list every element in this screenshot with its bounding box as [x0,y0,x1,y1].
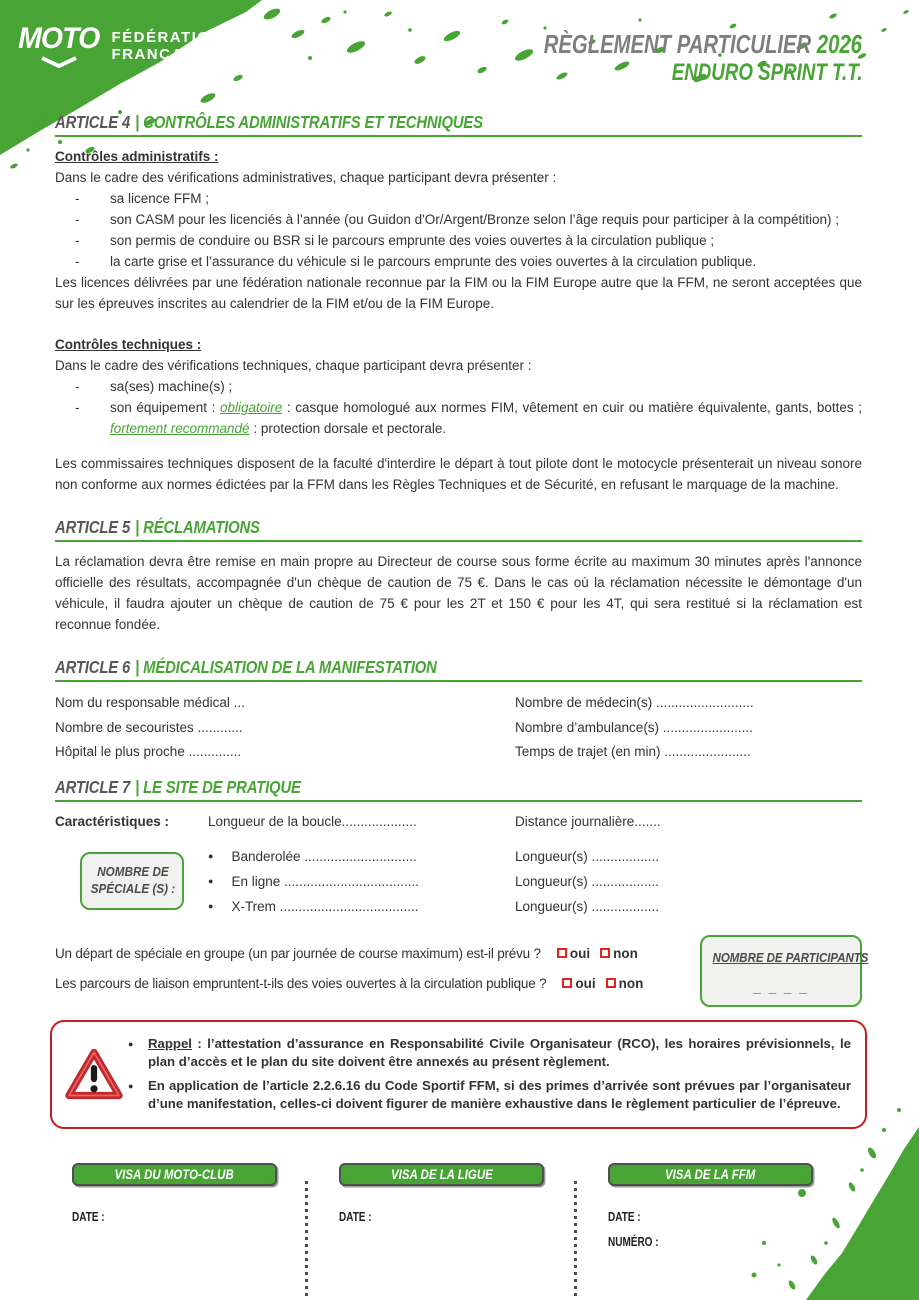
moto-logo-mark [16,22,101,69]
medical-fields [55,691,862,765]
field-medecins: Nombre de médecin(s) .......................... [515,695,754,710]
visa-motoclub-header: VISA DU MOTO-CLUB [72,1163,277,1186]
non-checkbox[interactable] [600,948,610,958]
field-banderolee: ● Banderolée .............................. [208,844,515,869]
visa-ligue-column [308,1163,574,1300]
obligatoire-emphasis: obligatoire [219,400,283,415]
nombre-speciales-box: NOMBRE DE SPÉCIALE (S) : [80,852,184,910]
warning-triangle-icon [65,1048,123,1100]
admin-controls-subheading: Contrôles administratifs : [55,149,219,164]
field-longueur-1: Longueur(s) .................. [515,848,660,864]
field-ambulances: Nombre d’ambulance(s) ........................ [515,719,753,735]
document-content [55,112,869,1300]
field-secouristes: Nombre de secouristes ............ [55,719,243,735]
questions-zone [55,943,869,995]
admin-controls-outro: Les licences délivrées par une fédération nationale reconnue par la FIM ou la FIM Europe autre que la FFM, ne seront acceptées que sur les épreuves inscrites au calendrier de la FIM et/ou de la FIM Europe. [55,275,862,311]
ffm-logo [16,22,223,69]
oui-checkbox[interactable] [562,978,572,988]
tech-controls-subheading: Contrôles techniques : [55,337,202,352]
article4-heading: ARTICLE 4 | CONTRÔLES ADMINISTRATIFS ET TECHNIQUES [55,112,862,137]
field-en-ligne: ● En ligne .................................... [208,869,515,894]
list-item: - son équipement : obligatoire : casque homologué aux normes FIM, vêtement en cuir ou matière équivalente, gants, bottes ; fortement recommandé : protection dorsale et pectorale. [75,397,862,439]
question-depart-groupe: Un départ de spéciale en groupe (un par journée de course maximum) est-il prévu ? oui non [55,945,638,961]
list-item: - son permis de conduire ou BSR si le parcours emprunte des voies ouvertes à la circulation publique ; [75,230,862,251]
footer-splatter-graphic [744,1075,919,1300]
speciales-row [55,844,862,919]
admin-controls-intro: Dans le cadre des vérifications administratives, chaque participant devra présenter : [55,170,557,185]
visa-section [55,1163,862,1300]
tech-controls-intro: Dans le cadre des vérifications techniques, chaque participant devra présenter : [55,358,532,373]
field-longueur-3: Longueur(s) .................. [515,898,660,914]
field-temps-trajet: Temps de trajet (en min) ....................... [515,744,751,759]
article7-heading: ARTICLE 7 | LE SITE DE PRATIQUE [55,777,862,802]
field-hopital: Hôpital le plus proche .............. [55,744,242,759]
visa-ffm-header: VISA DE LA FFM [608,1163,813,1186]
oui-checkbox[interactable] [557,948,567,958]
document-subtitle: ENDURO SPRINT T.T. [671,59,862,87]
tech-controls-outro: Les commissaires techniques disposent de la faculté d'interdire le départ à tout pilote dont le motocycle présenterait un niveau sonore non conforme aux normes édictées par la FFM dans les Règles Techniques et de Sécurité, en refusant le marquage de la machine. [55,456,862,492]
field-distance-journaliere: Distance journalière....... [515,813,661,829]
numero-label: NUMÉRO : [608,1234,659,1249]
site-characteristics-row [55,811,862,832]
article5-heading: ARTICLE 5 | RÉCLAMATIONS [55,517,862,542]
caracteristiques-label: Caractéristiques : [55,813,170,829]
date-label: DATE : [608,1209,641,1224]
field-responsable-medical: Nom du responsable médical ... [55,695,245,710]
logo-brand-text: MOTO [18,22,100,55]
document-title: RÈGLEMENT PARTICULIER 2026 [543,29,862,59]
article6-heading: ARTICLE 6 | MÉDICALISATION DE LA MANIFESTATION [55,657,862,682]
date-label: DATE : [339,1209,372,1224]
list-item: - la carte grise et l’assurance du véhicule si le parcours emprunte des voies ouvertes à la circulation publique. [75,251,862,272]
chevron-down-icon [39,56,79,69]
article5-body: La réclamation devra être remise en main propre au Directeur de course sous forme écrite au maximum 30 minutes après l'annonce officielle des résultats, accompagnée d'un chèque de caution de 75 €. Dans le cas où la réclamation nécessite le démontage d'un véhicule, il faudra ajouter un chèque de caution de 75 € pour les 2T et 150 € pour les 4T, qui sera restitué si la réclamation est reconnue fondée. [55,554,862,632]
list-item: - sa(ses) machine(s) ; [75,376,862,397]
list-item: - sa licence FFM ; [75,188,862,209]
field-xtrem: ● X-Trem ..................................... [208,894,515,919]
warning-item-rappel: ● Rappel : l’attestation d’assurance en Responsabilité Civile Organisateur (RCO), les horaires prévisionnels, le plan d’accès et le plan du site doivent être annexés au présent règlement. [126,1035,851,1072]
warning-item-primes: ● En application de l’article 2.2.6.16 du Code Sportif FFM, si des primes d’arrivée sont prévues par l’organisateur d’une manifestation, celles-ci doivent figurer de manière exhaustive dans le règlement particulier de l’épreuve. [126,1077,851,1114]
question-voies-publiques: Les parcours de liaison empruntent-t-ils des voies ouvertes à la circulation publique ? oui non [55,975,644,991]
non-checkbox[interactable] [606,978,616,988]
visa-ligue-header: VISA DE LA LIGUE [339,1163,544,1186]
field-longueur-boucle: Longueur de la boucle.................... [208,813,417,829]
date-label: DATE : [72,1209,105,1224]
document-title-block [454,30,862,87]
participants-value-placeholder: _ _ _ _ [753,979,809,995]
recommande-emphasis: fortement recommandé [110,421,250,436]
visa-motoclub-column [55,1163,305,1300]
field-longueur-2: Longueur(s) .................. [515,873,660,889]
nombre-participants-box: NOMBRE DE PARTICIPANTS _ _ _ _ [700,935,862,1007]
list-item: - son CASM pour les licenciés à l’année (ou Guidon d'Or/Argent/Bronze selon l’âge requis pour participer à la compétition) ; [75,209,862,230]
logo-org-text: FÉDÉRATION FRANÇAISE [111,29,223,63]
